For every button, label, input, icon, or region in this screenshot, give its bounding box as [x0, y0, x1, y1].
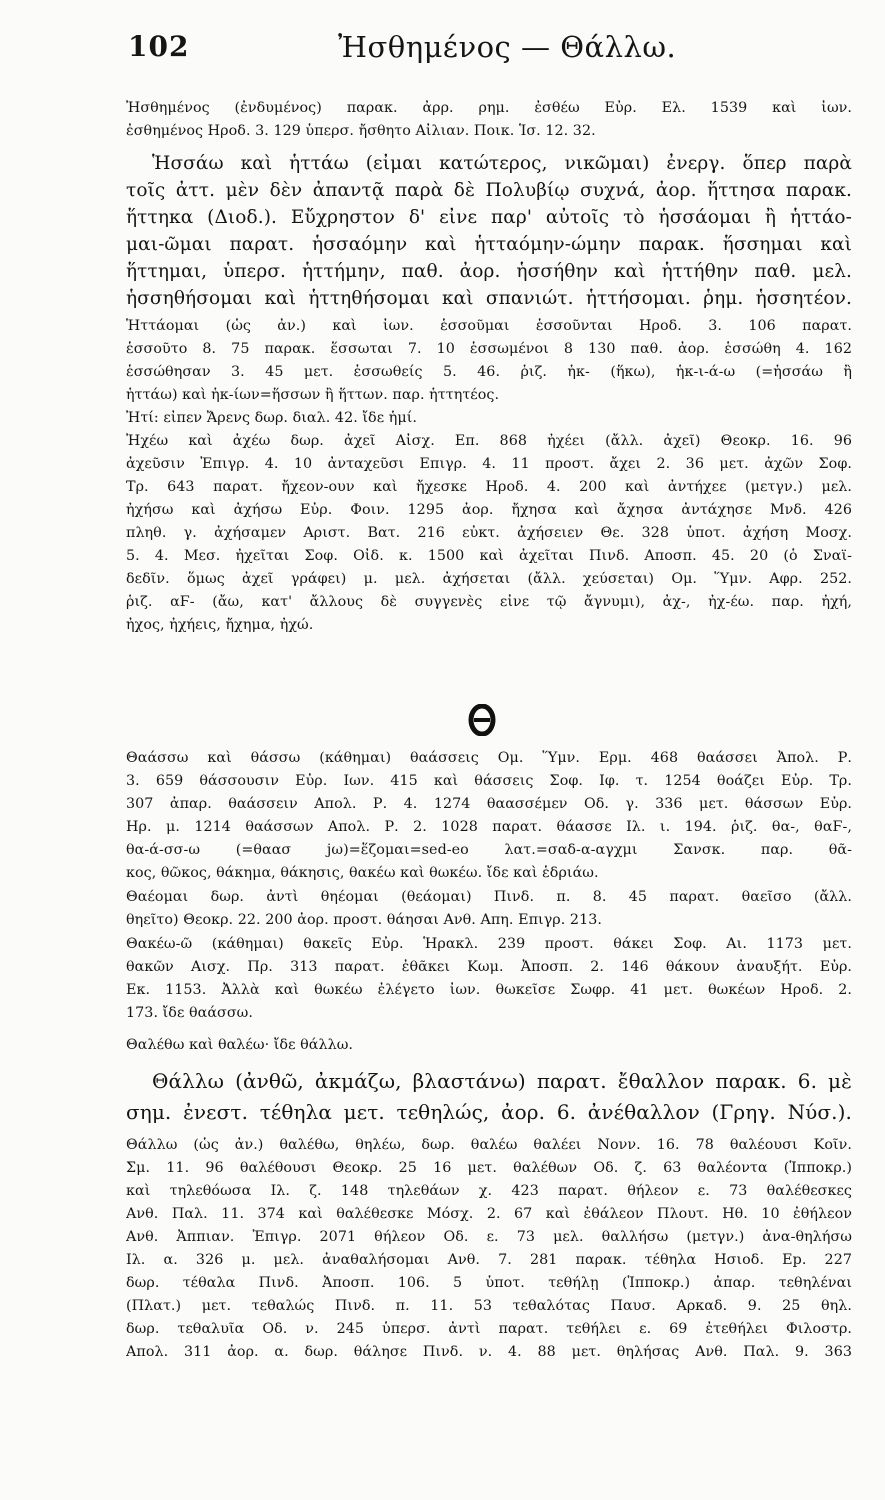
entry-line: Ιλ. α. 326 μ. μελ. ἀναθαλήσομαι Ανθ. 7. 281 παρακ. τέθηλα Ησιοδ. Εp. 227 — [126, 1252, 852, 1268]
entry-line: Ἠτί: εἶπεν Ἄρενς δωρ. διαλ. 42. ἴδε ἡμί. — [126, 410, 417, 426]
entry-line: Θαέομαι δωρ. ἀντὶ θηέομαι (θεάομαι) Πινδ. π. 8. 45 παρατ. θαεῖσο (ἄλλ. — [126, 889, 852, 905]
entry-line: ἡττάω) καὶ ἡκ-ίων=ἥσσων ἢ ἥττων. παρ. ἡττητέος. — [126, 387, 500, 403]
entry-line: ῥιζ. αϜ- (ἄω, κατ' ἄλλους δὲ συγγενὲς εἶνε τῷ ἄγνυμι), ἀχ-, ἠχ-έω. παρ. ἠχή, — [126, 594, 852, 610]
entry-line: Θακέω-ῶ (κάθημαι) θακεῖς Εὐρ. Ἡρακλ. 239 προστ. θάκει Σοφ. Αι. 1173 μετ. — [126, 936, 852, 952]
entry-line: Θάλλω (ὡς ἀν.) θαλέθω, θηλέω, δωρ. θαλέω θαλέει Νονν. 16. 78 θαλέουσι Κοῖν. — [126, 1137, 852, 1153]
entry-line: Ανθ. Ἀππιαν. Ἐπιγρ. 2071 θήλεον Οδ. ε. 73 μελ. θαλλήσω (μετγν.) ἀνα-θηλήσω — [126, 1229, 852, 1245]
entry-line: ἑσσώθησαν 3. 45 μετ. ἑσσωθείς 5. 46. ῥιζ. ἡκ- (ἥκω), ἡκ-ι-ά-ω (=ἡσσάω ἢ — [126, 364, 852, 380]
entry-line: ἥττηκα (Διοδ.). Εὔχρηστον δ' εἶνε παρ' αὐτοῖς τὸ ἡσσάομαι ἢ ἡττάο- — [126, 207, 852, 228]
entry-line: θηεῖτο) Θεοκρ. 22. 200 ἀορ. προστ. θάησαι Ανθ. Απη. Επιγρ. 213. — [126, 912, 602, 928]
entry-line: Ἠσθημένος (ἐνδυμένος) παρακ. ἀρρ. ρημ. ἐσθέω Εὐρ. Ελ. 1539 καὶ ἰων. — [126, 100, 852, 116]
entry-line: θακῶν Αισχ. Πρ. 313 παρατ. ἐθᾶκει Κωμ. Ἀποσπ. 2. 146 θάκουν ἀναυξήτ. Εὐρ. — [126, 959, 852, 975]
entry-line: ἐσθημένος Ηροδ. 3. 129 ὑπερσ. ἤσθητο Αἰλιαν. Ποικ. Ἱσ. 12. 32. — [126, 123, 596, 139]
entry-line: (Πλατ.) μετ. τεθαλώς Πινδ. π. 11. 53 τεθαλότας Παυσ. Αρκαδ. 9. 25 θηλ. — [126, 1298, 852, 1314]
entry-line: κος, θῶκος, θάκημα, θάκησις, θακέω καὶ θωκέω. ἴδε καὶ ἑδριάω. — [126, 865, 599, 881]
entry-line: 5. 4. Μεσ. ἠχεῖται Σοφ. Οἰδ. κ. 1500 καὶ ἀχεῖται Πινδ. Αποσπ. 45. 20 (ὁ Σναϊ- — [126, 548, 852, 564]
entry-line: πληθ. γ. ἀχήσαμεν Αριστ. Βατ. 216 εὐκτ. ἀχήσειεν Θε. 328 ὑποτ. ἀχήση Μοσχ. — [126, 525, 852, 541]
entry-line: ἀχεῦσιν Ἐπιγρ. 4. 10 ἀνταχεῦσι Επιγρ. 4. 11 προστ. ἄχει 2. 36 μετ. ἀχῶν Σοφ. — [126, 456, 852, 472]
entry-line: Εκ. 1153. Ἀλλὰ καὶ θωκέω ἐλέγετο ἰων. θωκεῖσε Σωφρ. 41 μετ. θωκέων Ηροδ. 2. — [126, 982, 852, 998]
entry-line: τοῖς ἀττ. μὲν δὲν ἀπαντᾷ παρὰ δὲ Πολυβίῳ συχνά, ἀορ. ἥττησα παρακ. — [126, 180, 852, 201]
page-number: 102 — [128, 30, 190, 63]
entry-line: Θαλέθω καὶ θαλέω· ἴδε θάλλω. — [126, 1037, 354, 1053]
entry-line: δωρ. τεθαλυῖα Οδ. ν. 245 ὑπερσ. ἀντὶ παρατ. τεθήλει ε. 69 ἐτεθήλει Φιλοστρ. — [126, 1321, 852, 1337]
entry-line: Τρ. 643 παρατ. ἤχεον-ουν καὶ ἤχεσκε Ηροδ. 4. 200 καὶ ἀντήχεε (μετγν.) μελ. — [126, 479, 852, 495]
entry-line: Ἡττάομαι (ὡς ἀν.) καὶ ἰων. ἑσσοῦμαι ἑσσοῦνται Ηροδ. 3. 106 παρατ. — [126, 318, 852, 334]
entry-line: 307 ἀπαρ. θαάσσειν Απολ. Ρ. 4. 1274 θαασσέμεν Οδ. γ. 336 μετ. θάσσων Εὐρ. — [126, 796, 852, 812]
entry-line: δωρ. τέθαλα Πινδ. Ἀποσπ. 106. 5 ὑποτ. τεθήλῃ (Ἱπποκρ.) ἀπαρ. τεθηλέναι — [126, 1275, 852, 1291]
running-head: Ἠσθημένος — Θάλλω. — [338, 30, 677, 64]
entry-line: Θαάσσω καὶ θάσσω (κάθημαι) θαάσσεις Ομ. Ὕμν. Ερμ. 468 θαάσσει Ἀπολ. Ρ. — [126, 750, 852, 766]
entry-line: ἦχος, ἠχήεις, ἤχημα, ἠχώ. — [126, 617, 314, 633]
entry-line: ἑσσοῦτο 8. 75 παρακ. ἕσσωται 7. 10 ἑσσωμένοι 8 130 παθ. ἀορ. ἑσσώθη 4. 162 — [126, 341, 852, 357]
entry-line: δεδῖν. ὅμως ἀχεῖ γράφει) μ. μελ. ἀχήσεται (ἄλλ. χεύσεται) Ομ. Ὕμν. Αφρ. 252. — [126, 571, 852, 587]
entry-line: μαι-ῶμαι παρατ. ἡσσαόμην καὶ ἡτταόμην-ώμην παρακ. ἥσσημαι καὶ — [126, 234, 852, 255]
entry-line: Ἠχέω καὶ ἀχέω δωρ. ἀχεῖ Αἰσχ. Επ. 868 ἠχέει (ἄλλ. ἀχεῖ) Θεοκρ. 16. 96 — [126, 433, 852, 449]
entry-line: 3. 659 θάσσουσιν Εὐρ. Ιων. 415 καὶ θάσσεις Σοφ. Ιφ. τ. 1254 θοάζει Εὐρ. Τρ. — [126, 773, 852, 789]
entry-line: σημ. ἐνεστ. τέθηλα μετ. τεθηλώς, ἀορ. 6. ἀνέθαλλον (Γρηγ. Νύσ.). — [126, 1100, 852, 1124]
entry-line: Απολ. 311 ἀορ. α. δωρ. θάλησε Πινδ. ν. 4. 88 μετ. θηλήσας Ανθ. Παλ. 9. 363 — [126, 1344, 852, 1360]
section-letter-theta-icon — [468, 704, 496, 736]
page-header — [128, 30, 850, 70]
entry-line: ἡσσηθήσομαι καὶ ἡττηθήσομαι καὶ σπανιώτ. ἡττήσομαι. ῥημ. ἡσσητέον. — [126, 288, 852, 309]
entry-line: Θάλλω (ἀνθῶ, ἀκμάζω, βλαστάνω) παρατ. ἔθαλλον παρακ. 6. μὲ — [152, 1069, 852, 1093]
entry-line: θα-ά-σσ-ω (=θαασ jω)=ἕζομαι=sed-eo λατ.=σαδ-α-αγχμι Σανσκ. παρ. θᾶ- — [126, 842, 852, 858]
entry-line: Ἡσσάω καὶ ἡττάω (εἶμαι κατώτερος, νικῶμαι) ἐνεργ. ὅπερ παρὰ — [152, 153, 852, 174]
entry-line: ἥττημαι, ὑπερσ. ἡττήμην, παθ. ἀορ. ἡσσήθην καὶ ἡττήθην παθ. μελ. — [126, 261, 852, 282]
entry-line: Ηρ. μ. 1214 θαάσσων Απολ. Ρ. 2. 1028 παρατ. θάασσε Ιλ. ι. 194. ῥιζ. θα-, θαϜ-, — [126, 819, 852, 835]
entry-line: Ανθ. Παλ. 11. 374 καὶ θαλέθεσκε Μόσχ. 2. 67 καὶ ἐθάλεον Πλουτ. Ηθ. 10 ἐθήλεον — [126, 1206, 852, 1222]
entry-line: ἠχήσω καὶ ἀχήσω Εὐρ. Φοιν. 1295 ἀορ. ἤχησα καὶ ἄχησα ἀντάχησε Μνδ. 426 — [126, 502, 852, 518]
entry-line: 173. ἴδε θαάσσω. — [126, 1005, 253, 1021]
entry-line: καὶ τηλεθόωσα Ιλ. ζ. 148 τηλεθάων χ. 423 παρατ. θήλεον ε. 73 θαλέθεσκες — [126, 1183, 852, 1199]
entry-line: Σμ. 11. 96 θαλέθουσι Θεοκρ. 25 16 μετ. θαλέθων Οδ. ζ. 63 θαλέοντα (Ἱπποκρ.) — [126, 1160, 852, 1176]
